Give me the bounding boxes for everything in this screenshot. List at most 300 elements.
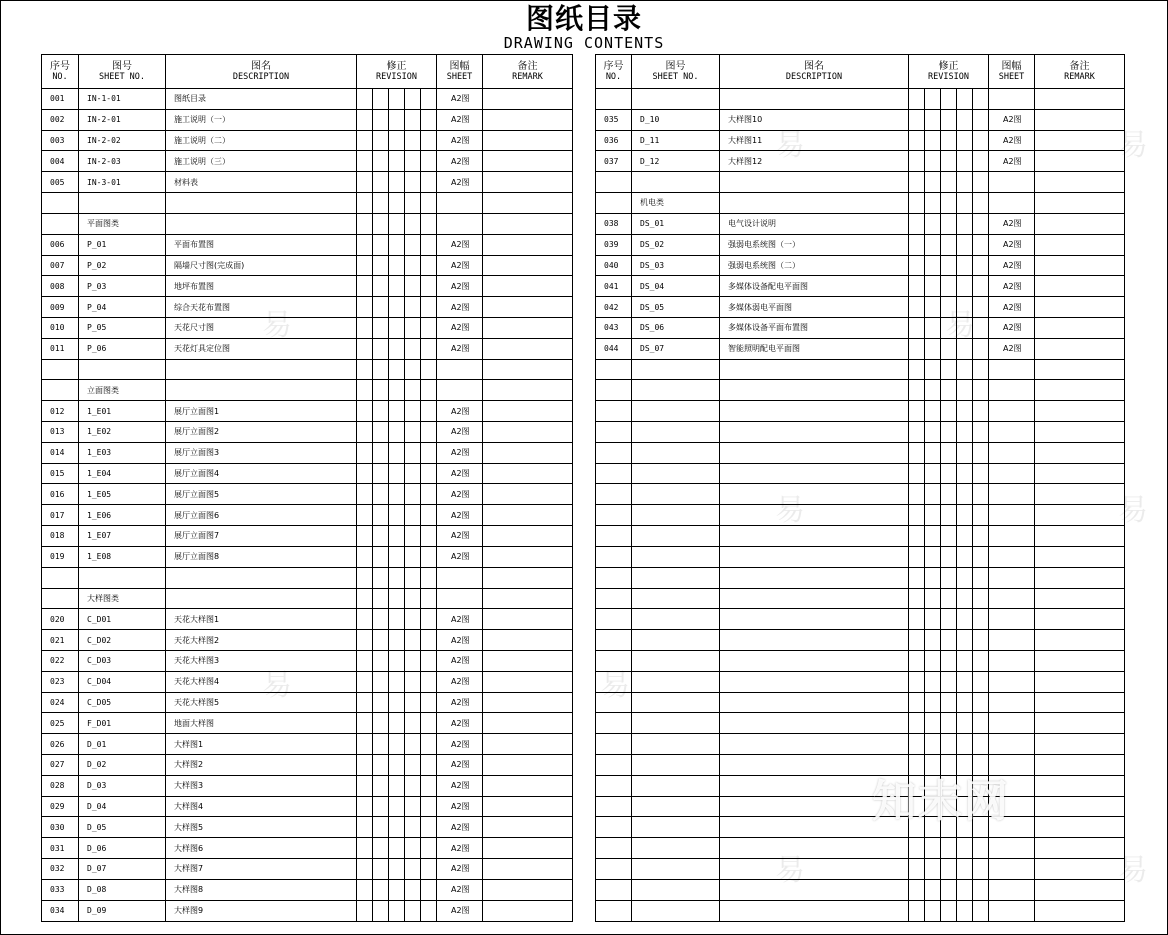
cell-description: 展厅立面图5 — [166, 484, 357, 505]
cell-revision — [957, 172, 973, 193]
cell-revision — [925, 526, 941, 547]
cell-no — [596, 755, 632, 776]
cell-revision — [405, 526, 421, 547]
cell-sheet-no — [632, 463, 720, 484]
cell-remark — [1035, 484, 1125, 505]
cell-revision — [405, 255, 421, 276]
cell-remark — [1035, 817, 1125, 838]
cell-description — [720, 796, 909, 817]
cell-revision — [973, 630, 989, 651]
cell-remark — [483, 796, 573, 817]
cell-sheet-size — [989, 838, 1035, 859]
cell-revision — [973, 422, 989, 443]
cell-remark — [483, 442, 573, 463]
cell-remark — [1035, 859, 1125, 880]
cell-revision — [357, 151, 373, 172]
cell-sheet-no: 1_E08 — [79, 546, 166, 567]
cell-revision — [421, 130, 437, 151]
cell-revision — [957, 484, 973, 505]
cell-remark — [483, 567, 573, 588]
cell-remark — [483, 213, 573, 234]
cell-revision — [421, 546, 437, 567]
cell-remark — [483, 588, 573, 609]
watermark-glyph: 易 — [1118, 493, 1148, 528]
cell-description — [720, 588, 909, 609]
cell-revision — [357, 297, 373, 318]
cell-description: 图纸目录 — [166, 89, 357, 110]
cell-revision — [421, 255, 437, 276]
cell-revision — [421, 422, 437, 443]
table-row — [596, 650, 1125, 671]
cell-revision — [957, 755, 973, 776]
cell-description — [720, 734, 909, 755]
cell-remark — [483, 755, 573, 776]
cell-revision — [909, 317, 925, 338]
cell-sheet-no: DS_05 — [632, 297, 720, 318]
cell-no — [596, 484, 632, 505]
cell-no — [596, 526, 632, 547]
cell-description: 地面大样图 — [166, 713, 357, 734]
cell-revision — [909, 671, 925, 692]
cell-description: 材料表 — [166, 172, 357, 193]
cell-no: 016 — [42, 484, 79, 505]
cell-sheet-size: A2图 — [989, 297, 1035, 318]
cell-no: 003 — [42, 130, 79, 151]
cell-revision — [405, 130, 421, 151]
cell-sheet-no — [632, 900, 720, 921]
cell-revision — [957, 671, 973, 692]
header-sheet-size: 图幅 SHEET — [989, 55, 1035, 89]
cell-revision — [909, 734, 925, 755]
cell-sheet-size: A2图 — [437, 859, 483, 880]
cell-sheet-no: 平面图类 — [79, 213, 166, 234]
cell-description — [720, 567, 909, 588]
cell-revision — [973, 172, 989, 193]
cell-revision — [357, 775, 373, 796]
table-row — [42, 900, 573, 921]
cell-revision — [957, 297, 973, 318]
cell-revision — [925, 505, 941, 526]
cell-revision — [357, 546, 373, 567]
cell-description: 平面布置图 — [166, 234, 357, 255]
cell-sheet-size: A2图 — [437, 630, 483, 651]
cell-revision — [973, 734, 989, 755]
table-row — [596, 879, 1125, 900]
cell-revision — [941, 796, 957, 817]
cell-revision — [389, 775, 405, 796]
table-row — [42, 838, 573, 859]
cell-revision — [421, 879, 437, 900]
cell-description — [720, 463, 909, 484]
header-no: 序号 NO. — [42, 55, 79, 89]
cell-no — [42, 213, 79, 234]
cell-revision — [957, 338, 973, 359]
cell-revision — [925, 796, 941, 817]
table-row — [42, 796, 573, 817]
cell-sheet-size: A2图 — [437, 151, 483, 172]
cell-sheet-size — [989, 484, 1035, 505]
cell-sheet-no: DS_07 — [632, 338, 720, 359]
cell-revision — [405, 89, 421, 110]
cell-revision — [421, 796, 437, 817]
cell-sheet-size: A2图 — [437, 422, 483, 443]
cell-revision — [357, 422, 373, 443]
cell-remark — [483, 505, 573, 526]
table-row — [596, 276, 1125, 297]
cell-sheet-no: IN-2-03 — [79, 151, 166, 172]
table-row — [596, 859, 1125, 880]
cell-no: 034 — [42, 900, 79, 921]
table-row — [596, 713, 1125, 734]
table-row — [596, 380, 1125, 401]
cell-revision — [357, 234, 373, 255]
cell-description — [720, 505, 909, 526]
watermark-glyph: 易 — [262, 668, 292, 703]
cell-sheet-no: C_D01 — [79, 609, 166, 630]
cell-revision — [405, 193, 421, 214]
cell-revision — [973, 671, 989, 692]
cell-sheet-size: A2图 — [437, 89, 483, 110]
cell-description: 施工说明（三） — [166, 151, 357, 172]
cell-sheet-no — [632, 671, 720, 692]
cell-revision — [357, 671, 373, 692]
cell-revision — [909, 546, 925, 567]
cell-no: 021 — [42, 630, 79, 651]
cell-description: 多媒体弱电平面图 — [720, 297, 909, 318]
cell-revision — [909, 255, 925, 276]
cell-revision — [925, 692, 941, 713]
cell-revision — [373, 463, 389, 484]
cell-sheet-no — [632, 692, 720, 713]
cell-sheet-no — [632, 796, 720, 817]
table-row — [596, 900, 1125, 921]
cell-sheet-no — [632, 401, 720, 422]
cell-sheet-no — [632, 630, 720, 651]
cell-sheet-size: A2图 — [437, 255, 483, 276]
cell-revision — [389, 297, 405, 318]
cell-revision — [925, 755, 941, 776]
cell-revision — [973, 838, 989, 859]
cell-remark — [1035, 359, 1125, 380]
cell-sheet-no: IN-1-01 — [79, 89, 166, 110]
cell-remark — [483, 172, 573, 193]
cell-sheet-no: 立面图类 — [79, 380, 166, 401]
cell-revision — [925, 734, 941, 755]
cell-revision — [421, 734, 437, 755]
table-row — [42, 442, 573, 463]
cell-revision — [973, 900, 989, 921]
cell-no — [596, 796, 632, 817]
cell-description: 强弱电系统图（一） — [720, 234, 909, 255]
cell-no: 013 — [42, 422, 79, 443]
cell-revision — [373, 297, 389, 318]
cell-remark — [483, 817, 573, 838]
table-row — [42, 775, 573, 796]
cell-revision — [957, 255, 973, 276]
cell-description: 大样图3 — [166, 775, 357, 796]
cell-description — [720, 900, 909, 921]
cell-no — [596, 692, 632, 713]
cell-revision — [389, 692, 405, 713]
cell-sheet-no — [632, 484, 720, 505]
cell-revision — [957, 650, 973, 671]
cell-sheet-no: 1_E05 — [79, 484, 166, 505]
cell-revision — [389, 588, 405, 609]
cell-no — [596, 442, 632, 463]
cell-description — [720, 630, 909, 651]
cell-revision — [405, 734, 421, 755]
cell-sheet-size — [989, 401, 1035, 422]
cell-remark — [1035, 422, 1125, 443]
cell-revision — [909, 630, 925, 651]
cell-description: 天花大样图4 — [166, 671, 357, 692]
cell-revision — [909, 755, 925, 776]
cell-revision — [957, 609, 973, 630]
cell-no — [596, 775, 632, 796]
table-row — [596, 796, 1125, 817]
cell-description: 展厅立面图8 — [166, 546, 357, 567]
cell-remark — [1035, 650, 1125, 671]
cell-revision — [421, 484, 437, 505]
cell-description — [720, 859, 909, 880]
cell-revision — [957, 546, 973, 567]
cell-sheet-size: A2图 — [437, 734, 483, 755]
cell-sheet-no: P_06 — [79, 338, 166, 359]
cell-revision — [421, 526, 437, 547]
cell-no — [596, 422, 632, 443]
header-remark: 备注 REMARK — [1035, 55, 1125, 89]
cell-sheet-no — [632, 172, 720, 193]
cell-no — [596, 546, 632, 567]
cell-revision — [925, 193, 941, 214]
cell-revision — [909, 234, 925, 255]
cell-remark — [1035, 713, 1125, 734]
cell-revision — [973, 755, 989, 776]
cell-sheet-no — [632, 734, 720, 755]
table-row — [596, 359, 1125, 380]
cell-sheet-no: P_05 — [79, 317, 166, 338]
cell-revision — [357, 859, 373, 880]
cell-revision — [357, 692, 373, 713]
table-row — [42, 567, 573, 588]
cell-sheet-no: P_03 — [79, 276, 166, 297]
cell-sheet-size — [989, 859, 1035, 880]
table-row — [42, 338, 573, 359]
cell-revision — [405, 463, 421, 484]
cell-no: 041 — [596, 276, 632, 297]
table-row — [42, 317, 573, 338]
cell-revision — [941, 234, 957, 255]
cell-revision — [421, 692, 437, 713]
page-title: 图纸目录 — [525, 2, 642, 35]
cell-revision — [357, 213, 373, 234]
cell-remark — [483, 401, 573, 422]
cell-sheet-no: IN-3-01 — [79, 172, 166, 193]
cell-remark — [483, 879, 573, 900]
cell-revision — [941, 463, 957, 484]
cell-revision — [357, 276, 373, 297]
cell-no — [42, 359, 79, 380]
cell-revision — [373, 692, 389, 713]
cell-sheet-no — [632, 442, 720, 463]
cell-revision — [957, 109, 973, 130]
cell-no: 020 — [42, 609, 79, 630]
cell-sheet-no: C_D05 — [79, 692, 166, 713]
table-row — [596, 151, 1125, 172]
cell-remark — [483, 775, 573, 796]
cell-revision — [421, 359, 437, 380]
table-row — [596, 505, 1125, 526]
cell-revision — [909, 463, 925, 484]
cell-sheet-size: A2图 — [437, 338, 483, 359]
table-row — [596, 838, 1125, 859]
cell-revision — [957, 838, 973, 859]
cell-revision — [941, 89, 957, 110]
cell-revision — [405, 692, 421, 713]
cell-sheet-size — [989, 900, 1035, 921]
cell-no: 010 — [42, 317, 79, 338]
cell-sheet-size: A2图 — [437, 505, 483, 526]
cell-no: 001 — [42, 89, 79, 110]
cell-revision — [421, 900, 437, 921]
cell-revision — [973, 505, 989, 526]
cell-remark — [1035, 317, 1125, 338]
cell-revision — [925, 463, 941, 484]
cell-revision — [405, 671, 421, 692]
table-row — [42, 89, 573, 110]
cell-no: 018 — [42, 526, 79, 547]
cell-remark — [483, 838, 573, 859]
cell-revision — [941, 172, 957, 193]
cell-remark — [1035, 193, 1125, 214]
cell-no: 033 — [42, 879, 79, 900]
cell-no — [42, 380, 79, 401]
cell-revision — [909, 89, 925, 110]
cell-revision — [373, 484, 389, 505]
cell-revision — [405, 755, 421, 776]
cell-sheet-no: D_10 — [632, 109, 720, 130]
watermark-glyph: 易 — [775, 128, 805, 163]
cell-no — [596, 713, 632, 734]
cell-sheet-size: A2图 — [437, 671, 483, 692]
cell-description: 多媒体设备配电平面图 — [720, 276, 909, 297]
cell-revision — [373, 338, 389, 359]
cell-description: 大样图4 — [166, 796, 357, 817]
cell-remark — [1035, 151, 1125, 172]
cell-sheet-size: A2图 — [437, 297, 483, 318]
cell-revision — [405, 546, 421, 567]
cell-revision — [405, 630, 421, 651]
cell-sheet-size: A2图 — [989, 130, 1035, 151]
cell-description — [720, 484, 909, 505]
cell-revision — [941, 193, 957, 214]
cell-sheet-size — [989, 442, 1035, 463]
table-row — [596, 671, 1125, 692]
cell-sheet-size — [989, 567, 1035, 588]
cell-revision — [357, 359, 373, 380]
cell-revision — [941, 297, 957, 318]
cell-revision — [973, 546, 989, 567]
cell-sheet-size — [989, 817, 1035, 838]
table-row — [596, 297, 1125, 318]
cell-revision — [421, 109, 437, 130]
drawing-list-table-left — [41, 54, 573, 922]
cell-remark — [483, 713, 573, 734]
cell-remark — [483, 338, 573, 359]
cell-no: 031 — [42, 838, 79, 859]
cell-description: 大样图10 — [720, 109, 909, 130]
cell-remark — [1035, 609, 1125, 630]
cell-no — [596, 359, 632, 380]
cell-description — [166, 359, 357, 380]
cell-remark — [1035, 463, 1125, 484]
table-row — [596, 755, 1125, 776]
cell-revision — [421, 89, 437, 110]
cell-revision — [389, 796, 405, 817]
page-subtitle: DRAWING CONTENTS — [503, 34, 665, 52]
cell-revision — [357, 338, 373, 359]
cell-sheet-size: A2图 — [437, 900, 483, 921]
table-row — [42, 692, 573, 713]
cell-sheet-no — [632, 650, 720, 671]
cell-revision — [357, 505, 373, 526]
cell-revision — [957, 130, 973, 151]
cell-sheet-no: D_11 — [632, 130, 720, 151]
cell-revision — [909, 650, 925, 671]
cell-description — [720, 193, 909, 214]
cell-description — [720, 546, 909, 567]
cell-revision — [957, 588, 973, 609]
cell-sheet-size — [989, 546, 1035, 567]
cell-revision — [973, 380, 989, 401]
cell-revision — [373, 900, 389, 921]
table-row — [596, 463, 1125, 484]
cell-no: 039 — [596, 234, 632, 255]
cell-revision — [373, 193, 389, 214]
cell-revision — [421, 193, 437, 214]
cell-sheet-size: A2图 — [437, 172, 483, 193]
cell-remark — [1035, 588, 1125, 609]
table-row — [596, 609, 1125, 630]
cell-no — [42, 588, 79, 609]
cell-sheet-no: D_01 — [79, 734, 166, 755]
table-row — [42, 422, 573, 443]
cell-no: 032 — [42, 859, 79, 880]
cell-remark — [1035, 692, 1125, 713]
cell-revision — [405, 109, 421, 130]
cell-sheet-no: IN-2-01 — [79, 109, 166, 130]
cell-remark — [483, 297, 573, 318]
cell-no — [596, 401, 632, 422]
cell-revision — [941, 650, 957, 671]
cell-revision — [357, 900, 373, 921]
table-row — [42, 401, 573, 422]
cell-revision — [941, 588, 957, 609]
cell-revision — [389, 630, 405, 651]
cell-sheet-no: D_07 — [79, 859, 166, 880]
cell-sheet-no: D_12 — [632, 151, 720, 172]
cell-sheet-no: 1_E07 — [79, 526, 166, 547]
cell-revision — [357, 755, 373, 776]
cell-revision — [909, 484, 925, 505]
cell-revision — [925, 567, 941, 588]
watermark-glyph: 易 — [775, 493, 805, 528]
table-row — [42, 193, 573, 214]
cell-no — [596, 172, 632, 193]
cell-sheet-size: A2图 — [989, 276, 1035, 297]
table-row — [42, 817, 573, 838]
cell-description: 天花大样图5 — [166, 692, 357, 713]
